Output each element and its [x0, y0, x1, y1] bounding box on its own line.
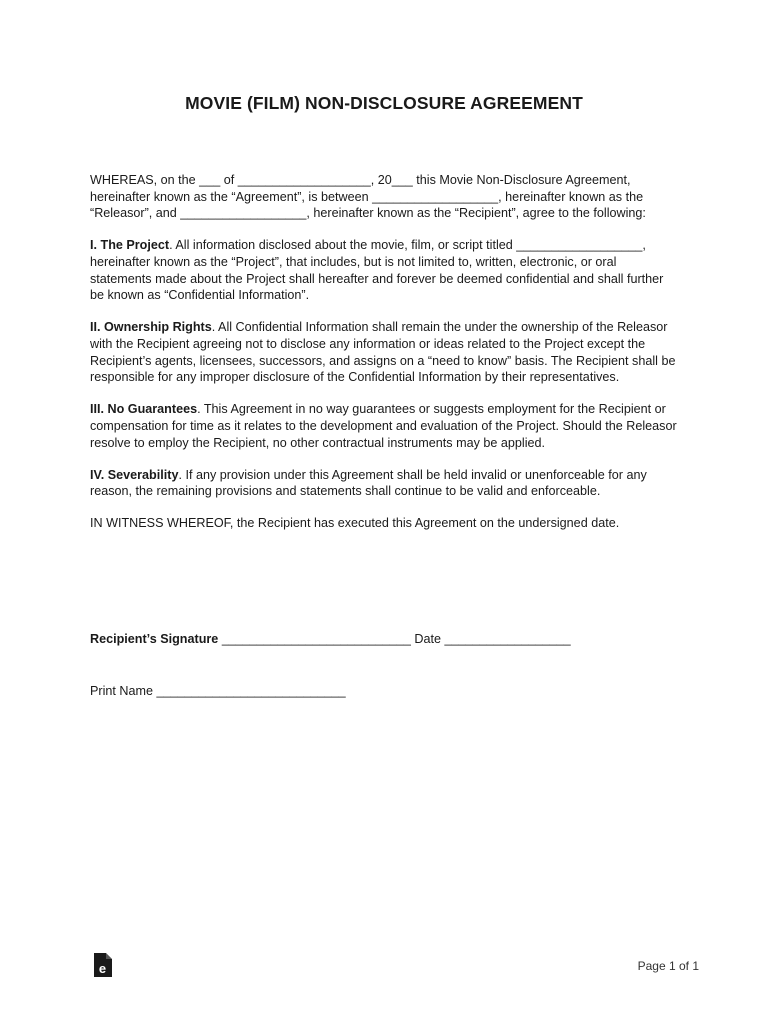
document-title: MOVIE (FILM) NON-DISCLOSURE AGREEMENT	[185, 93, 583, 113]
paragraph-the-project	[90, 237, 680, 303]
date-field[interactable]: __________________	[444, 632, 571, 646]
eforms-logo-icon	[92, 952, 114, 978]
paragraph-in-witness	[90, 515, 680, 532]
paragraph-severability	[90, 467, 680, 500]
signature-label: Recipient’s Signature	[90, 632, 219, 646]
print-name-field[interactable]: ___________________________	[156, 684, 346, 698]
paragraph-heading: II. Ownership Rights	[90, 320, 212, 335]
paragraph-no-guarantees	[90, 401, 680, 451]
paragraph-text: . All Confidential Information shall remain the under the ownership of the Releasor with the Recipient agreeing not to disclose any information or ideas related to the Project except the Recipient’s agents, licensees, successors, and assigns on a “need to know” basis. The Recipient shall be responsible for any improper disclosure of the Confidential Information by their representatives.	[90, 320, 676, 385]
print-name-label: Print Name	[90, 684, 153, 698]
paragraph-heading: I. The Project	[90, 238, 170, 253]
signature-row	[90, 631, 571, 647]
print-name-row	[90, 683, 346, 699]
paragraph-text: . This Agreement in no way guarantees or suggests employment for the Recipient or compensation for time as it relates to the development and evaluation of the Project. Should the Releasor resolve to employ the Recipient, no other contractual instruments may be applied.	[90, 402, 677, 450]
paragraph-text: WHEREAS, on the ___ of ___________________, 20___ this Movie Non-Disclosure Agreement, hereinafter known as the “Agreement”, is between __________________, hereinafter known as the “Releasor”, and __________________, hereinafter known as the “Recipient”, agree to the following:	[90, 173, 646, 221]
paragraph-heading: III. No Guarantees	[90, 402, 198, 417]
paragraph-whereas	[90, 172, 680, 222]
page-indicator: Page 1 of 1	[637, 959, 699, 973]
svg-text:e: e	[98, 961, 107, 976]
date-label: Date	[414, 632, 442, 646]
signature-field[interactable]: ___________________________	[221, 632, 411, 646]
paragraph-heading: IV. Severability	[90, 467, 179, 482]
paragraph-text: IN WITNESS WHEREOF, the Recipient has executed this Agreement on the undersigned date.	[90, 516, 620, 531]
paragraph-text: . If any provision under this Agreement shall be held invalid or unenforceable for any reason, the remaining provisions and statements shall continue to be valid and enforceable.	[90, 467, 647, 499]
document-body	[90, 172, 680, 548]
paragraph-ownership-rights	[90, 319, 680, 385]
paragraph-text: . All information disclosed about the movie, film, or script titled __________________, hereinafter known as the “Project”, that includes, but is not limited to, written, electronic, or oral statements made about the Project shall hereafter and forever be deemed confidential and shall further be known as “Confidential Information”.	[90, 238, 664, 303]
